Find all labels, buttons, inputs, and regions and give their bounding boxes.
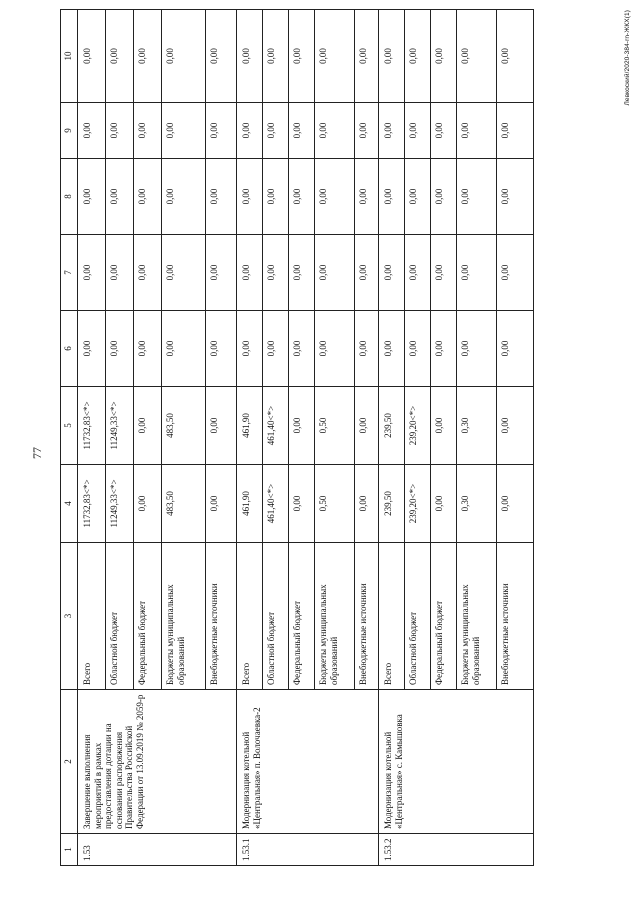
column-header: 8 bbox=[61, 159, 78, 235]
value-cell: 0,00 bbox=[106, 103, 134, 159]
value-cell: 239,50 bbox=[379, 465, 405, 543]
value-cell: 239,20<*> bbox=[405, 387, 431, 465]
value-cell: 0,00 bbox=[162, 311, 206, 387]
funding-source: Всего bbox=[379, 543, 405, 690]
funding-source: Внебюджетные источники bbox=[497, 543, 534, 690]
value-cell: 0,00 bbox=[206, 103, 237, 159]
value-cell: 0,00 bbox=[497, 235, 534, 311]
value-cell: 0,30 bbox=[457, 465, 497, 543]
value-cell: 0,00 bbox=[134, 103, 162, 159]
value-cell: 483,50 bbox=[162, 465, 206, 543]
value-cell: 0,00 bbox=[379, 10, 405, 103]
item-name: Завершение выполнения мероприятий в рамках предоставления дотации на основании распоряжения Правительства Российской Федерации от 13.09.2019 № 2059-р bbox=[78, 690, 237, 834]
value-cell: 11249,33<*> bbox=[106, 387, 134, 465]
budget-table bbox=[60, 9, 534, 866]
column-header: 1 bbox=[61, 834, 78, 866]
value-cell: 0,00 bbox=[457, 159, 497, 235]
item-code: 1.53.2 bbox=[379, 834, 534, 866]
value-cell: 0,00 bbox=[106, 10, 134, 103]
value-cell: 0,00 bbox=[134, 311, 162, 387]
value-cell: 0,00 bbox=[237, 311, 263, 387]
funding-source: Бюджеты муниципальных образований bbox=[162, 543, 206, 690]
value-cell: 11732,83<*> bbox=[78, 387, 106, 465]
value-cell: 0,00 bbox=[497, 311, 534, 387]
value-cell: 0,00 bbox=[263, 10, 289, 103]
item-code: 1.53.1 bbox=[237, 834, 379, 866]
table-row bbox=[78, 10, 106, 866]
value-cell: 0,00 bbox=[431, 159, 457, 235]
value-cell: 0,30 bbox=[457, 387, 497, 465]
funding-source: Внебюджетные источники bbox=[355, 543, 379, 690]
value-cell: 0,00 bbox=[134, 235, 162, 311]
value-cell: 0,00 bbox=[315, 311, 355, 387]
funding-source: Областной бюджет bbox=[263, 543, 289, 690]
value-cell: 0,00 bbox=[162, 10, 206, 103]
value-cell: 0,00 bbox=[206, 10, 237, 103]
header-row bbox=[61, 10, 78, 866]
value-cell: 0,00 bbox=[497, 159, 534, 235]
column-header: 5 bbox=[61, 387, 78, 465]
value-cell: 0,00 bbox=[405, 10, 431, 103]
value-cell: 0,00 bbox=[431, 311, 457, 387]
value-cell: 0,00 bbox=[379, 159, 405, 235]
funding-source: Федеральный бюджет bbox=[289, 543, 315, 690]
value-cell: 0,00 bbox=[431, 10, 457, 103]
funding-source: Бюджеты муниципальных образований bbox=[457, 543, 497, 690]
column-header: 6 bbox=[61, 311, 78, 387]
value-cell: 0,00 bbox=[78, 311, 106, 387]
funding-source: Внебюджетные источники bbox=[206, 543, 237, 690]
value-cell: 0,50 bbox=[315, 387, 355, 465]
value-cell: 0,00 bbox=[134, 387, 162, 465]
value-cell: 0,00 bbox=[315, 159, 355, 235]
value-cell: 0,00 bbox=[289, 235, 315, 311]
item-name: Модернизация котельной «Центральная» п. Волочаевка-2 bbox=[237, 690, 379, 834]
value-cell: 0,00 bbox=[315, 235, 355, 311]
value-cell: 0,00 bbox=[379, 103, 405, 159]
funding-source: Всего bbox=[78, 543, 106, 690]
table-row bbox=[379, 10, 405, 866]
value-cell: 461,40<*> bbox=[263, 465, 289, 543]
value-cell: 483,50 bbox=[162, 387, 206, 465]
value-cell: 0,00 bbox=[134, 10, 162, 103]
value-cell: 0,00 bbox=[78, 159, 106, 235]
value-cell: 0,00 bbox=[315, 10, 355, 103]
item-code: 1.53 bbox=[78, 834, 237, 866]
funding-source: Областной бюджет bbox=[106, 543, 134, 690]
value-cell: 0,00 bbox=[162, 103, 206, 159]
value-cell: 0,00 bbox=[162, 159, 206, 235]
value-cell: 0,00 bbox=[263, 311, 289, 387]
value-cell: 0,00 bbox=[355, 465, 379, 543]
footer-code: Левкоский/2020-384-rn-ЖКХ(1) bbox=[624, 10, 631, 106]
column-header: 10 bbox=[61, 10, 78, 103]
value-cell: 0,00 bbox=[106, 159, 134, 235]
value-cell: 0,00 bbox=[134, 159, 162, 235]
value-cell: 0,00 bbox=[355, 311, 379, 387]
value-cell: 0,00 bbox=[206, 465, 237, 543]
funding-source: Областной бюджет bbox=[405, 543, 431, 690]
value-cell: 0,00 bbox=[355, 387, 379, 465]
funding-source: Всего bbox=[237, 543, 263, 690]
value-cell: 0,00 bbox=[431, 387, 457, 465]
value-cell: 0,00 bbox=[206, 235, 237, 311]
value-cell: 11732,83<*> bbox=[78, 465, 106, 543]
value-cell: 0,00 bbox=[355, 103, 379, 159]
value-cell: 0,00 bbox=[78, 10, 106, 103]
value-cell: 0,00 bbox=[431, 103, 457, 159]
value-cell: 0,00 bbox=[355, 235, 379, 311]
value-cell: 0,00 bbox=[206, 159, 237, 235]
item-name: Модернизация котельной «Центральная» с. Камышовка bbox=[379, 690, 534, 834]
funding-source: Бюджеты муниципальных образований bbox=[315, 543, 355, 690]
value-cell: 0,00 bbox=[431, 465, 457, 543]
value-cell: 239,20<*> bbox=[405, 465, 431, 543]
value-cell: 0,00 bbox=[497, 387, 534, 465]
page-number: 77 bbox=[30, 447, 44, 459]
value-cell: 0,00 bbox=[457, 235, 497, 311]
value-cell: 0,00 bbox=[457, 10, 497, 103]
value-cell: 0,00 bbox=[355, 10, 379, 103]
value-cell: 0,00 bbox=[457, 311, 497, 387]
value-cell: 461,40<*> bbox=[263, 387, 289, 465]
value-cell: 0,00 bbox=[237, 235, 263, 311]
value-cell: 0,00 bbox=[206, 311, 237, 387]
column-header: 3 bbox=[61, 543, 78, 690]
value-cell: 0,00 bbox=[405, 103, 431, 159]
value-cell: 0,00 bbox=[263, 103, 289, 159]
value-cell: 0,00 bbox=[237, 10, 263, 103]
column-header: 4 bbox=[61, 465, 78, 543]
value-cell: 0,00 bbox=[134, 465, 162, 543]
value-cell: 0,00 bbox=[457, 103, 497, 159]
funding-source: Федеральный бюджет bbox=[431, 543, 457, 690]
value-cell: 0,50 bbox=[315, 465, 355, 543]
value-cell: 0,00 bbox=[431, 235, 457, 311]
value-cell: 239,50 bbox=[379, 387, 405, 465]
column-header: 9 bbox=[61, 103, 78, 159]
value-cell: 0,00 bbox=[289, 10, 315, 103]
value-cell: 0,00 bbox=[237, 103, 263, 159]
value-cell: 0,00 bbox=[497, 465, 534, 543]
value-cell: 0,00 bbox=[497, 103, 534, 159]
value-cell: 0,00 bbox=[379, 311, 405, 387]
value-cell: 0,00 bbox=[289, 387, 315, 465]
value-cell: 0,00 bbox=[405, 159, 431, 235]
value-cell: 0,00 bbox=[106, 235, 134, 311]
column-header: 2 bbox=[61, 690, 78, 834]
value-cell: 0,00 bbox=[237, 159, 263, 235]
value-cell: 0,00 bbox=[263, 235, 289, 311]
value-cell: 0,00 bbox=[289, 311, 315, 387]
value-cell: 0,00 bbox=[497, 10, 534, 103]
table-body bbox=[78, 10, 534, 866]
value-cell: 461,90 bbox=[237, 387, 263, 465]
value-cell: 0,00 bbox=[162, 235, 206, 311]
value-cell: 0,00 bbox=[405, 311, 431, 387]
value-cell: 0,00 bbox=[405, 235, 431, 311]
value-cell: 0,00 bbox=[106, 311, 134, 387]
value-cell: 0,00 bbox=[379, 235, 405, 311]
table-row bbox=[237, 10, 263, 866]
value-cell: 11249,33<*> bbox=[106, 465, 134, 543]
funding-source: Федеральный бюджет bbox=[134, 543, 162, 690]
value-cell: 461,90 bbox=[237, 465, 263, 543]
value-cell: 0,00 bbox=[289, 159, 315, 235]
value-cell: 0,00 bbox=[78, 235, 106, 311]
value-cell: 0,00 bbox=[315, 103, 355, 159]
value-cell: 0,00 bbox=[263, 159, 289, 235]
value-cell: 0,00 bbox=[289, 465, 315, 543]
value-cell: 0,00 bbox=[289, 103, 315, 159]
value-cell: 0,00 bbox=[355, 159, 379, 235]
value-cell: 0,00 bbox=[206, 387, 237, 465]
column-header: 7 bbox=[61, 235, 78, 311]
value-cell: 0,00 bbox=[78, 103, 106, 159]
